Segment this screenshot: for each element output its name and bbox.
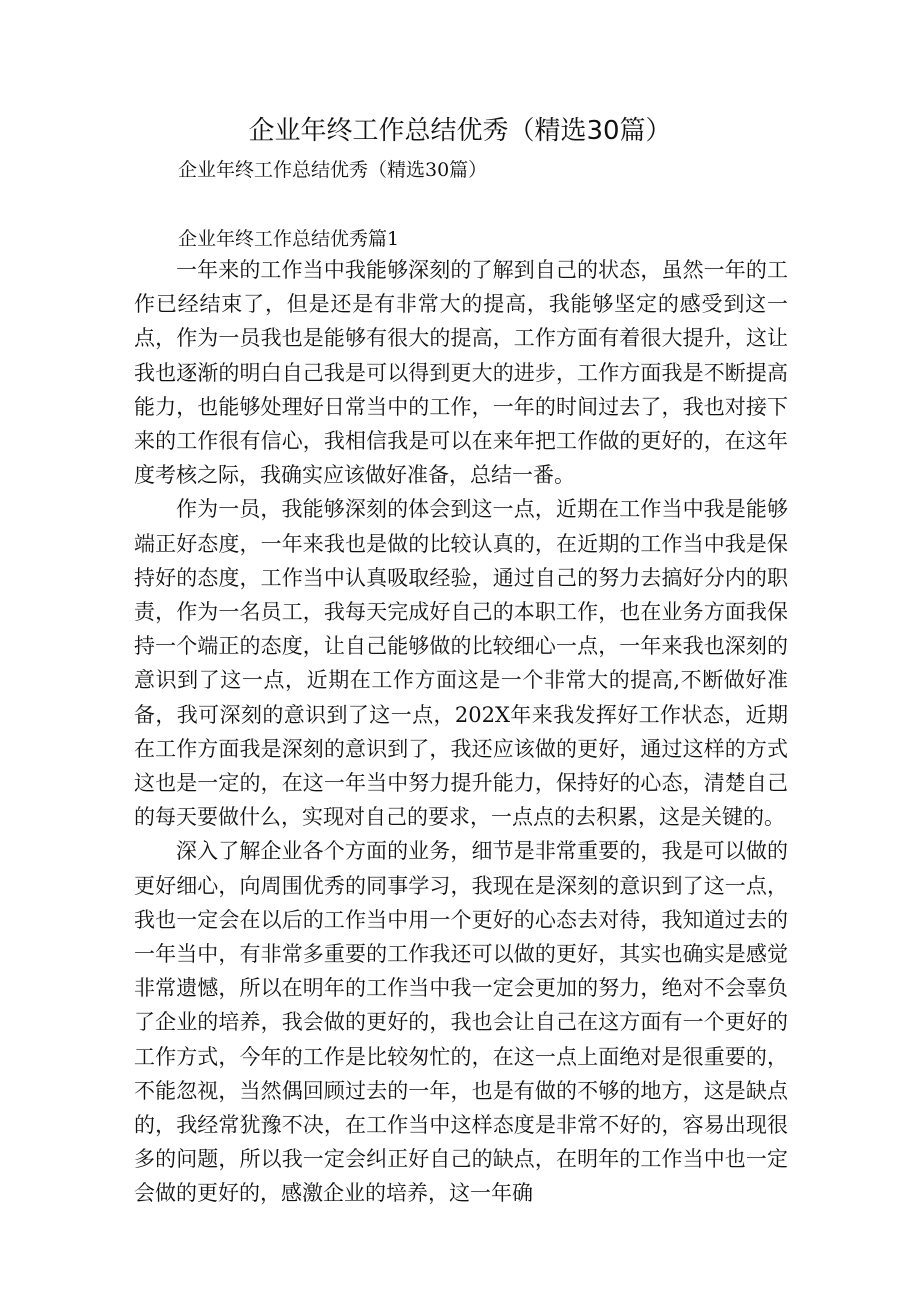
paragraph-3: 深入了解企业各个方面的业务，细节是非常重要的，我是可以做的更好细心，向周围优秀的同事学习，我现在是深刻的意识到了这一点，我也一定会在以后的工作当中用一个更好的心态去对待，我知道过去的一年当中，有非常多重要的工作我还可以做的更好，其实也确实是感觉非常遗憾，所以在明年的工作当中我一定会更加的努力，绝对不会辜负了企业的培养，我会做的更好的，我也会让自己在这方面有一个更好的工作方式，今年的工作是比较匆忙的，在这一点上面绝对是很重要的，不能忽视，当然偶回顾过去的一年，也是有做的不够的地方，这是缺点的，我经常犹豫不决，在工作当中这样态度是非常不好的，容易出现很多的问题，所以我一定会纠正好自己的缺点，在明年的工作当中也一定会做的更好的，感激企业的培养，这一年确 bbox=[134, 839, 788, 1206]
document-body bbox=[134, 253, 788, 1211]
paragraph-2: 作为一员，我能够深刻的体会到这一点，近期在工作当中我是能够端正好态度，一年来我也是做的比较认真的，在近期的工作当中我是保持好的态度，工作当中认真吸取经验，通过自己的努力去搞好分内的职责，作为一名员工，我每天完成好自己的本职工作，也在业务方面我保持一个端正的态度，让自己能够做的比较细心一点，一年来我也深刻的意识到了这一点，近期在工作方面这是一个非常大的提高,不断做好准备，我可深刻的意识到了这一点，202X年来我发挥好工作状态，近期在工作方面我是深刻的意识到了，我还应该做的更好，通过这样的方式这也是一定的，在这一年当中努力提升能力，保持好的心态，清楚自己的每天要做什么，实现对自己的要求，一点点的去积累，这是关键的。 bbox=[134, 497, 788, 830]
document-subtitle: 企业年终工作总结优秀（精选30篇） bbox=[178, 159, 488, 181]
section-heading: 企业年终工作总结优秀篇1 bbox=[178, 228, 400, 250]
paragraph-1: 一年来的工作当中我能够深刻的了解到自己的状态，虽然一年的工作已经结束了，但是还是有非常大的提高，我能够坚定的感受到这一点，作为一员我也是能够有很大的提高，工作方面有着很大提升，这让我也逐渐的明白自己我是可以得到更大的进步，工作方面我是不断提高能力，也能够处理好日常当中的工作，一年的时间过去了，我也对接下来的工作很有信心，我相信我是可以在来年把工作做的更好的，在这年度考核之际，我确实应该做好准备，总结一番。 bbox=[134, 258, 788, 488]
document-title: 企业年终工作总结优秀（精选30篇） bbox=[248, 116, 672, 146]
